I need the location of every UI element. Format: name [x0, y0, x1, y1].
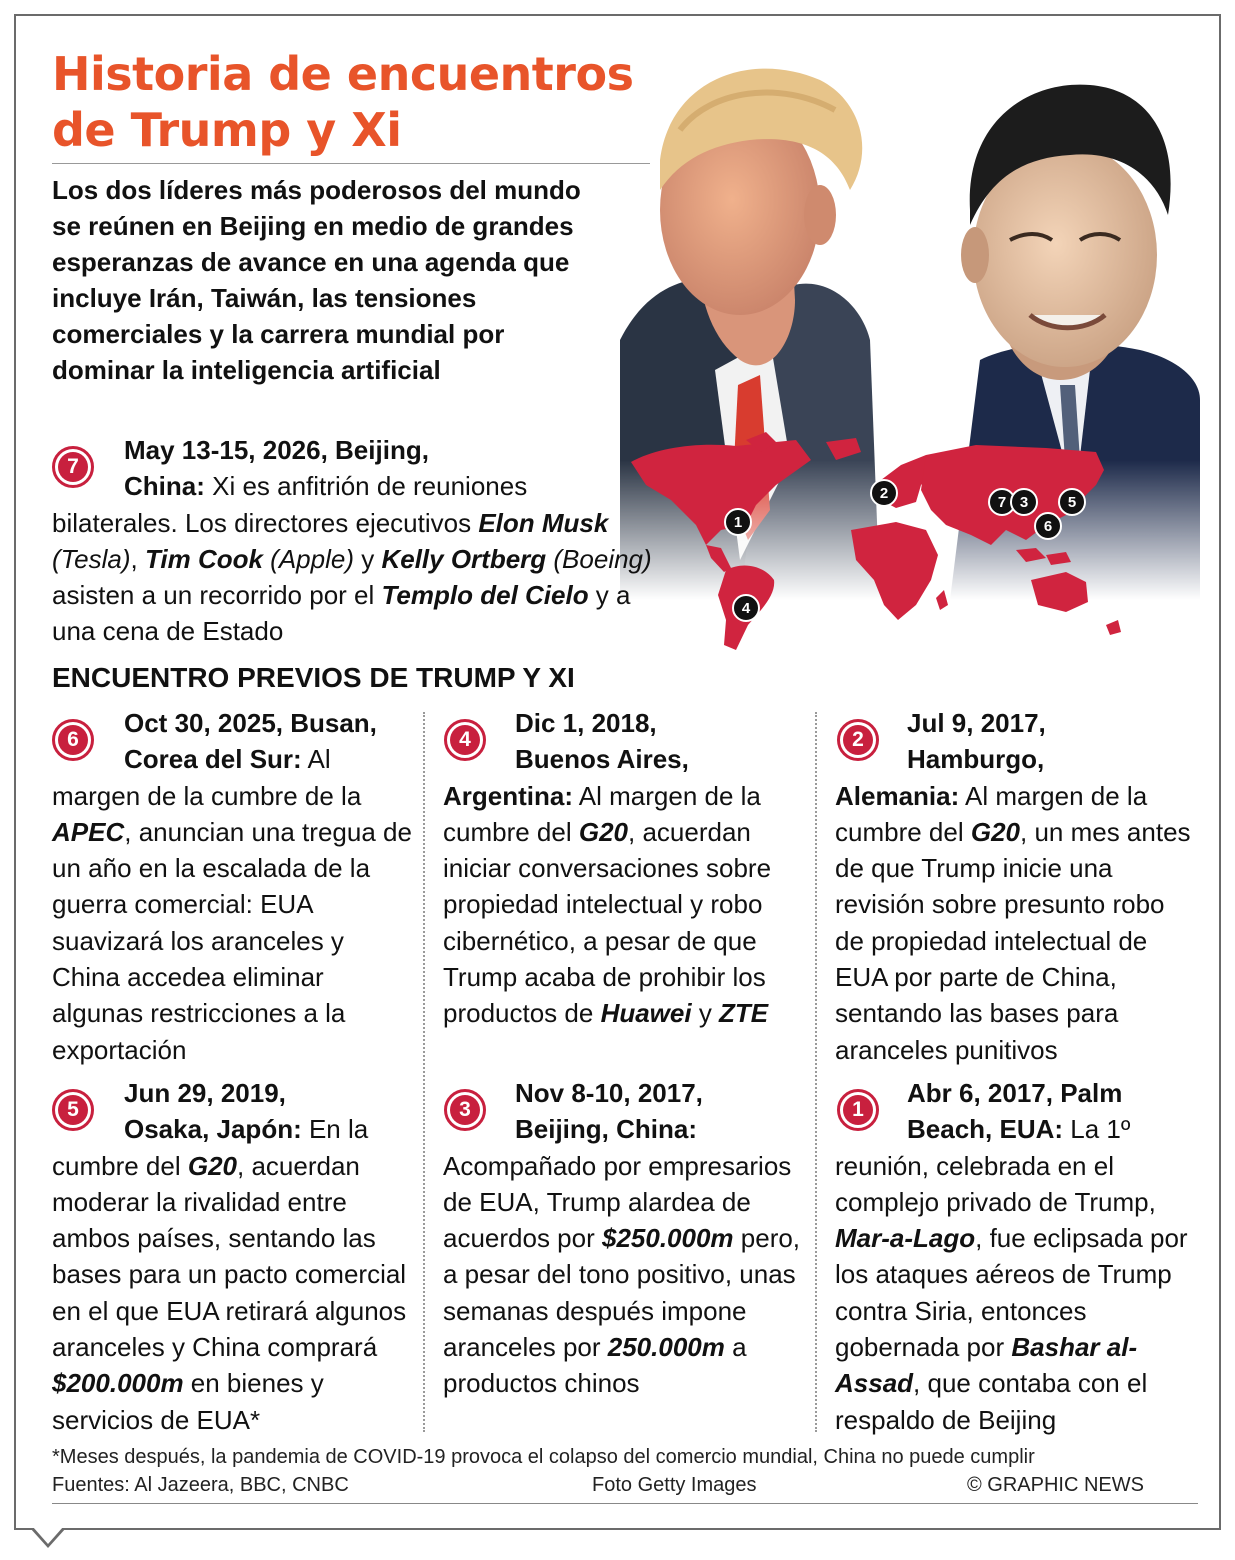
world-map-shapes	[626, 430, 1146, 650]
svg-text:7: 7	[997, 494, 1007, 511]
name-ortberg: Kelly Ortberg	[381, 543, 547, 574]
svg-text:4: 4	[741, 600, 751, 617]
map-marker-2	[871, 480, 897, 506]
map-marker-6	[1035, 513, 1061, 539]
title-line-1: Historia de encuentros	[52, 47, 634, 101]
map-marker-1	[725, 509, 751, 535]
title-rule	[52, 163, 650, 164]
badge-3: 3	[444, 1089, 486, 1131]
svg-text:6: 6	[1043, 518, 1053, 535]
entry-current-date: May 13-15, 2026, Beijing,	[124, 435, 429, 465]
entry-meeting-5: Jun 29, 2019, Osaka, Japón: En la cumbre del G20, acuerdan moderar la rivalidad entre ambos países, sentando las bases para un pacto comercial en el que EUA retirará algunos aranceles y China comprará $200.000m en bienes y servicios de EUA*	[52, 1078, 407, 1435]
entry-current: May 13-15, 2026, Beijing, China: Xi es anfitrión de reuniones bilaterales. Los directores ejecutivos Elon Musk (Tesla), Tim Cook (Apple) y Kelly Ortberg (Boeing) asisten a un recorrido por el Templo del Cielo y a una cena de Estado	[52, 435, 652, 647]
title-line-2: de Trump y Xi	[52, 103, 402, 157]
badge-5: 5	[52, 1089, 94, 1131]
footer-rule	[52, 1503, 1198, 1504]
section-title: ENCUENTRO PREVIOS DE TRUMP Y XI	[52, 662, 575, 693]
entry-current-place: China:	[124, 471, 205, 502]
svg-text:2: 2	[879, 485, 889, 502]
badge-2: 2	[837, 719, 879, 761]
footnote: *Meses después, la pandemia de COVID-19 provoca el colapso del comercio mundial, China no puede cumplir	[52, 1446, 1035, 1468]
world-map	[626, 430, 1146, 650]
badge-6: 6	[52, 719, 94, 761]
name-cook: Tim Cook	[144, 543, 263, 574]
entry-meeting-3: Nov 8-10, 2017, Beijing, China: Acompañado por empresarios de EUA, Trump alardea de acuerdos por $250.000m pero, a pesar del tono positivo, unas semanas después impone aranceles por 250.000m a productos chinos	[443, 1078, 801, 1399]
copyright: © GRAPHIC NEWS	[967, 1474, 1144, 1496]
entry-meeting-1: Abr 6, 2017, Palm Beach, EUA: La 1º reunión, celebrada en el complejo privado de Trump, Mar-a-Lago, fue eclipsada por los ataques aéreos de Trump contra Siria, entonces gobernada por Bashar al-Assad, que contaba con el respaldo de Beijing	[835, 1078, 1188, 1435]
intro-text: Los dos líderes más poderosos del mundo se reúnen en Beijing en medio de grandes esperanzas de avance en una agenda que incluye Irán, Taiwán, las tensiones comerciales y la carrera mundial por dominar la inteligencia artificial	[52, 175, 581, 385]
svg-text:5: 5	[1067, 494, 1077, 511]
column-divider-1	[423, 712, 425, 1432]
entry-meeting-2: Jul 9, 2017, Hamburgo, Alemania: Al margen de la cumbre del G20, un mes antes de que Trump inicie una revisión sobre presunto robo de propiedad intelectual de EUA por parte de China, sentando las bases para aranceles punitivos	[835, 708, 1191, 1065]
svg-text:1: 1	[733, 514, 743, 531]
badge-1: 1	[837, 1089, 879, 1131]
badge-4: 4	[444, 719, 486, 761]
temple-name: Templo del Cielo	[381, 580, 589, 611]
svg-text:3: 3	[1019, 494, 1029, 511]
entry-meeting-4: Dic 1, 2018, Buenos Aires, Argentina: Al margen de la cumbre del G20, acuerdan iniciar conversaciones sobre propiedad intelectual y robo cibernético, a pesar de que Trump acaba de prohibir los productos de Huawei y ZTE	[443, 708, 772, 1029]
name-musk: Elon Musk	[478, 507, 609, 538]
badge-7: 7	[52, 446, 94, 488]
page-title	[52, 46, 652, 158]
map-marker-5	[1059, 489, 1085, 515]
map-marker-3	[1011, 489, 1037, 515]
entry-meeting-6: Oct 30, 2025, Busan, Corea del Sur: Al margen de la cumbre de la APEC, anuncian una tregua de un año en la escalada de la guerra comercial: EUA suavizará los aranceles y China accedea eliminar algunas restricciones a la exportación	[52, 708, 412, 1065]
sources: Fuentes: Al Jazeera, BBC, CNBC	[52, 1474, 349, 1496]
photo-credit: Foto Getty Images	[592, 1474, 757, 1496]
column-divider-2	[815, 712, 817, 1432]
map-marker-4	[733, 595, 759, 621]
